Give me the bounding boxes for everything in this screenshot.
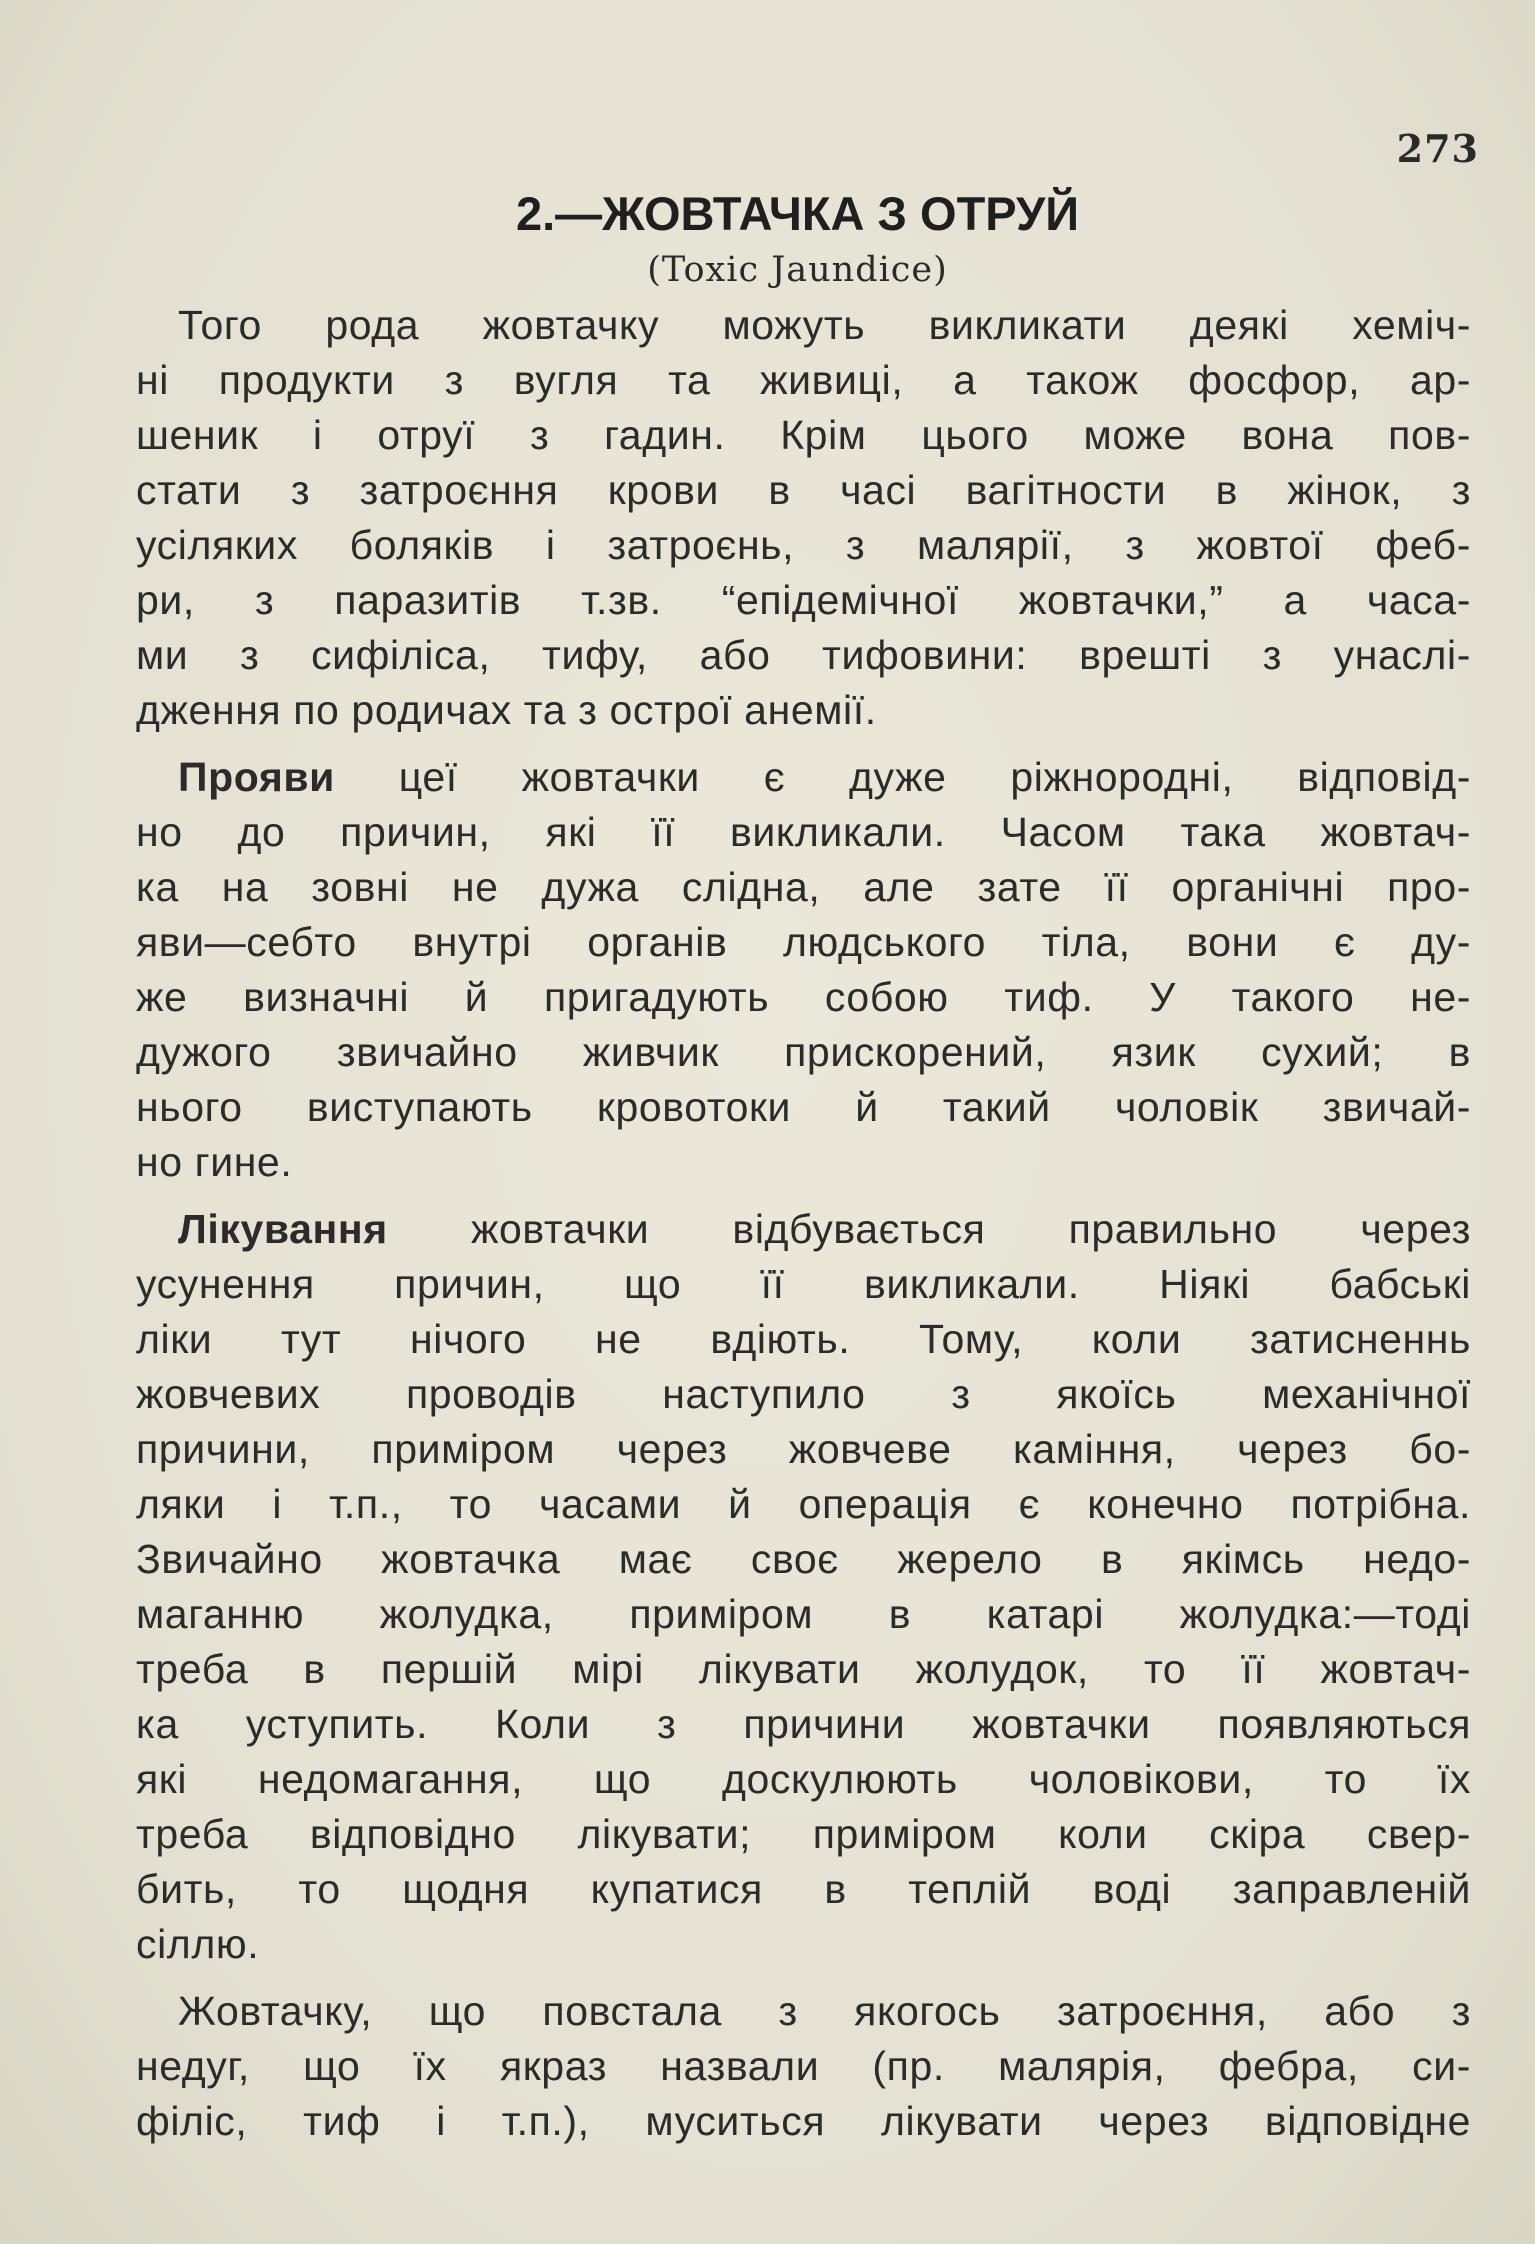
paragraph-3-line-3: ліки тут нічого не вдіють. Тому, коли затисненнь — [136, 1316, 1471, 1362]
page-number: 273 — [1396, 126, 1479, 171]
section-heading: 2.—ЖОВТАЧКА З ОТРУЙ — [515, 187, 1080, 240]
paragraph-2-line-5: же визначні й пригадують собою тиф. У такого не- — [136, 974, 1471, 1020]
paragraph-3-line-1 — [136, 1202, 1471, 1257]
body-text — [136, 298, 1471, 2149]
paragraph-3-line-14: сіллю. — [136, 1921, 260, 1967]
paragraph-3-line-8: маганню жолудка, приміром в катарі жолудка:—тоді — [136, 1591, 1471, 1637]
paragraph-gap — [136, 738, 1471, 750]
paragraph-1-line-5: усіляких боляків і затроєнь, з малярії, з жовтої феб- — [136, 522, 1471, 568]
paragraph-2-line-1 — [136, 750, 1471, 805]
term-symptoms: Прояви — [178, 754, 335, 800]
paragraph-3-line-7: Звичайно жовтачка має своє жерело в якімсь недо- — [136, 1536, 1471, 1582]
paragraph-2-line-4: яви—себто внутрі органів людського тіла, вони є ду- — [136, 919, 1471, 965]
paragraph-4-line-3: філіс, тиф і т.п.), муситься лікувати через відповідне — [136, 2098, 1471, 2144]
paragraph-2-line-7: нього виступають кровотоки й такий чоловік звичай- — [136, 1084, 1471, 1130]
paragraph-3-line-11: які недомагання, що доскулюють чоловікови, то їх — [136, 1756, 1471, 1802]
paragraph-gap — [136, 1190, 1471, 1202]
paragraph-2-line-2: но до причин, які її викликали. Часом така жовтач- — [136, 809, 1471, 855]
paragraph-3-line-10: ка уступить. Коли з причини жовтачки появляються — [136, 1701, 1471, 1747]
paragraph-3-line-12: треба відповідно лікувати; приміром коли скіра свер- — [136, 1811, 1471, 1857]
paragraph-1-line-7: ми з сифіліса, тифу, або тифовини: врешті з унаслі- — [136, 632, 1471, 678]
paragraph-1-line-4: стати з затроєння крови в часі вагітности в жінок, з — [136, 467, 1471, 513]
paragraph-4-line-1: Жовтачку, що повстала з якогось затроєння, або з — [178, 1988, 1471, 2034]
paragraph-1-line-3: шеник і отруї з гадин. Крім цього може вона пов- — [136, 412, 1471, 458]
paragraph-3-line-6: ляки і т.п., то часами й операція є конечно потрібна. — [136, 1481, 1471, 1527]
paragraph-3-line-1-text: жовтачки відбувається правильно через — [387, 1206, 1471, 1252]
paragraph-4-line-2: недуг, що їх якраз назвали (пр. малярія, фебра, си- — [136, 2043, 1471, 2089]
paragraph-2-line-1-text: цеї жовтачки є дуже ріжнородні, відповід- — [334, 754, 1471, 800]
paragraph-3-line-5: причини, приміром через жовчеве каміння, через бо- — [136, 1426, 1471, 1472]
paragraph-1-line-6: ри, з паразитів т.зв. “епідемічної жовтачки,” а часа- — [136, 577, 1471, 623]
paragraph-3-line-9: треба в першій мірі лікувати жолудок, то її жовтач- — [136, 1646, 1471, 1692]
paragraph-2-line-8: но гине. — [136, 1139, 293, 1185]
paragraph-2-line-6: дужого звичайно живчик прискорений, язик сухий; в — [136, 1029, 1471, 1075]
paragraph-3-line-2: усунення причин, що її викликали. Ніякі бабські — [136, 1261, 1471, 1307]
section-subheading: (Toxic Jaundice) — [647, 250, 948, 290]
paragraph-3-line-13: бить, то щодня купатися в теплій воді заправленій — [136, 1866, 1471, 1912]
paragraph-3-line-4: жовчевих проводів наступило з якоїсь механічної — [136, 1371, 1471, 1417]
term-treatment: Лікування — [178, 1206, 388, 1252]
paragraph-2-line-3: ка на зовні не дужа слідна, але зате її органічні про- — [136, 864, 1471, 910]
paragraph-1-line-8: дження по родичах та з острої анемії. — [136, 687, 877, 733]
paragraph-1-line-1: Того рода жовтачку можуть викликати деякі хеміч- — [178, 302, 1471, 348]
paragraph-1-line-2: ні продукти з вугля та живиці, а також фосфор, ар- — [136, 357, 1471, 403]
paragraph-gap — [136, 1972, 1471, 1984]
